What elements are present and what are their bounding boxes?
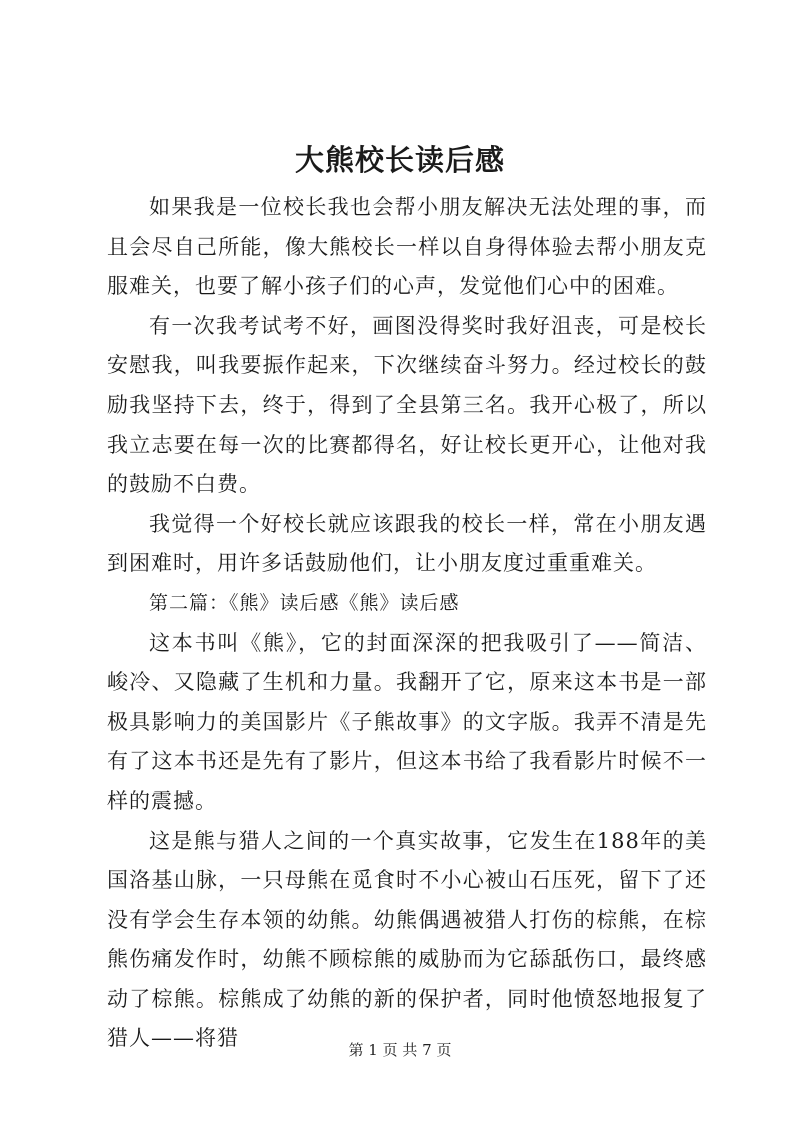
document-title: 大熊校长读后感 [294, 143, 505, 177]
page-footer: 第 1 页 共 7 页 [348, 1041, 452, 1059]
paragraph: 如果我是一位校长我也会帮小朋友解决无法处理的事，而且会尽自己所能，像大熊校长一样以自身得体验去帮小朋友克服难关，也要了解小孩子们的心声，发觉他们心中的困难。 [107, 195, 707, 299]
document-body [107, 188, 707, 1059]
paragraph: 这是熊与猎人之间的一个真实故事，它发生在188年的美国洛基山脉，一只母熊在觅食时不小心被山石压死，留下了还没有学会生存本领的幼熊。幼熊偶遇被猎人打伤的棕熊，在棕熊伤痛发作时，幼熊不顾棕熊的威胁而为它舔舐伤口，最终感动了棕熊。棕熊成了幼熊的新的保护者，同时他愤怒地报复了猎人——将猎 [107, 828, 707, 1051]
section-heading: 第二篇：《熊》读后感《熊》读后感 [149, 591, 460, 614]
paragraph: 有一次我考试考不好，画图没得奖时我好沮丧，可是校长安慰我，叫我要振作起来，下次继续奋斗努力。经过校长的鼓励我坚持下去，终于，得到了全县第三名。我开心极了，所以我立志要在每一次的比赛都得名，好让校长更开心，让他对我的鼓励不白费。 [107, 313, 707, 497]
paragraph: 这本书叫《熊》，它的封面深深的把我吸引了——简洁、峻冷、又隐藏了生机和力量。我翻开了它，原来这本书是一部极具影响力的美国影片《子熊故事》的文字版。我弄不清是先有了这本书还是先有了影片，但这本书给了我看影片时候不一样的震撼。 [107, 630, 707, 813]
paragraph: 我觉得一个好校长就应该跟我的校长一样，常在小朋友遇到困难时，用许多话鼓励他们，让小朋友度过重重难关。 [107, 511, 707, 576]
